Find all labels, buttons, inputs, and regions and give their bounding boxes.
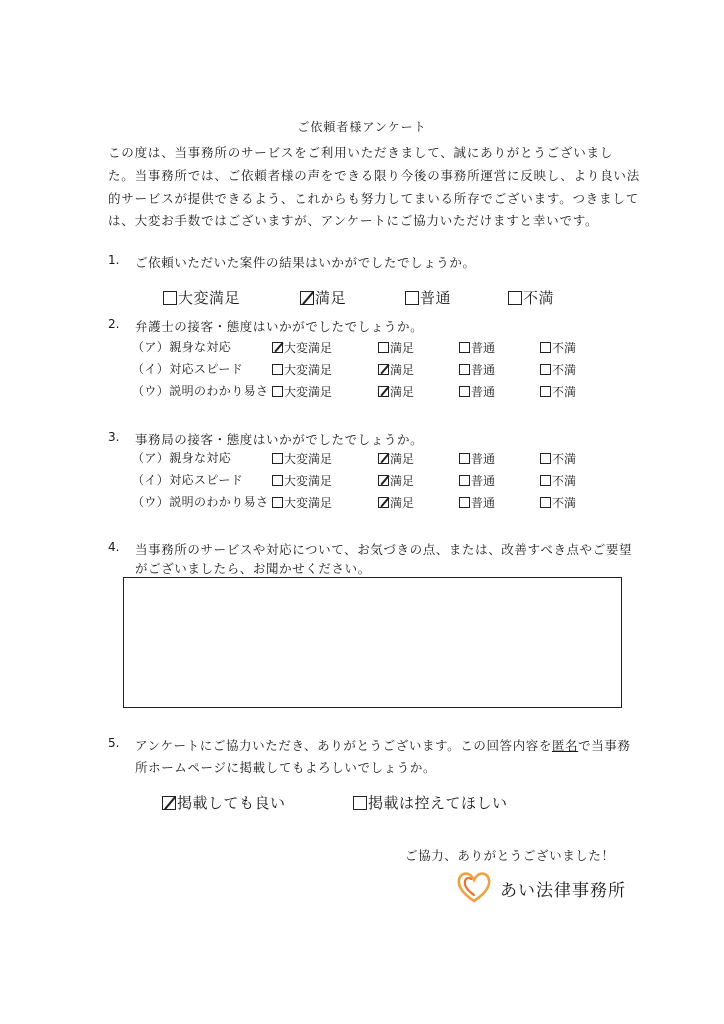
q2-checkbox[interactable]: [378, 386, 389, 397]
q2-option-label: 満足: [390, 363, 415, 377]
q2-option-label: 大変満足: [284, 341, 333, 355]
q3-option-label: 満足: [390, 452, 415, 466]
q5-text-b: で当事務: [578, 738, 631, 753]
q3-checkbox[interactable]: [540, 453, 551, 464]
q3-row-2-option-3[interactable]: [459, 472, 495, 489]
q1-checkbox-4[interactable]: [508, 291, 522, 305]
q2-row-label: （ア）親身な対応: [132, 340, 232, 354]
q3-row-2-option-4[interactable]: [540, 472, 576, 489]
q1-option-4[interactable]: [508, 287, 554, 308]
q3-option-label: 満足: [390, 496, 415, 510]
q1-checkbox-3[interactable]: [405, 291, 419, 305]
q2-checkbox[interactable]: [378, 364, 389, 375]
q2-checkbox[interactable]: [540, 364, 551, 375]
q3-row-2-option-1[interactable]: [272, 472, 332, 489]
q1-option-label: 不満: [523, 289, 555, 307]
q3-option-label: 大変満足: [284, 496, 333, 510]
q3-question: 事務局の接客・態度はいかがでしたでしょうか。: [135, 432, 424, 447]
survey-title: ご依頼者様アンケート: [297, 120, 427, 134]
q3-option-label: 不満: [552, 496, 577, 510]
q1-option-label: 普通: [420, 289, 452, 307]
q2-checkbox[interactable]: [540, 386, 551, 397]
q2-row-label: （イ）対応スピード: [132, 362, 244, 376]
q2-option-label: 大変満足: [284, 385, 333, 399]
q2-checkbox[interactable]: [459, 342, 470, 353]
q3-row-1-option-1[interactable]: [272, 450, 332, 467]
intro-line-2: た。当事務所では、ご依頼者様の声をできる限り今後の事務所運営に反映し、より良い法: [108, 168, 641, 183]
q2-checkbox[interactable]: [459, 386, 470, 397]
q2-option-label: 普通: [471, 363, 496, 377]
q1-question: ご依頼いただいた案件の結果はいかがでしたでしょうか。: [135, 255, 476, 270]
q2-option-label: 普通: [471, 341, 496, 355]
q4-question-line-1: 当事務所のサービスや対応について、お気づきの点、または、改善すべき点やご要望: [135, 542, 633, 557]
q5-checkbox-2[interactable]: [353, 796, 367, 810]
q3-row-2-option-2[interactable]: [378, 472, 414, 489]
q3-checkbox[interactable]: [272, 497, 283, 508]
q3-checkbox[interactable]: [272, 453, 283, 464]
q3-option-label: 普通: [471, 496, 496, 510]
q2-row-3-option-2[interactable]: [378, 383, 414, 400]
q1-checkbox-2[interactable]: [300, 291, 314, 305]
q3-option-label: 普通: [471, 452, 496, 466]
q3-checkbox[interactable]: [459, 475, 470, 486]
q5-option-label: 掲載は控えてほしい: [368, 794, 508, 812]
q5-number: 5.: [108, 736, 120, 750]
q2-option-label: 普通: [471, 385, 496, 399]
q2-option-label: 不満: [552, 385, 577, 399]
q2-option-label: 満足: [390, 385, 415, 399]
q2-option-label: 大変満足: [284, 363, 333, 377]
q1-option-label: 満足: [315, 289, 347, 307]
q2-checkbox[interactable]: [378, 342, 389, 353]
q3-row-1-option-2[interactable]: [378, 450, 414, 467]
q1-option-label: 大変満足: [178, 289, 241, 307]
q3-row-label: （イ）対応スピード: [132, 473, 244, 487]
heart-logo-icon: [456, 870, 492, 904]
q3-row-label: （ア）親身な対応: [132, 451, 232, 465]
q4-number: 4.: [108, 540, 120, 554]
q2-row-1-option-2[interactable]: [378, 339, 414, 356]
q1-option-3[interactable]: [405, 287, 451, 308]
firm-name: あい法律事務所: [500, 881, 626, 901]
q2-row-1-option-1[interactable]: [272, 339, 332, 356]
q2-row-3-option-4[interactable]: [540, 383, 576, 400]
q2-number: 2.: [108, 317, 120, 331]
q3-checkbox[interactable]: [272, 475, 283, 486]
q2-row-3-option-3[interactable]: [459, 383, 495, 400]
q2-row-3-option-1[interactable]: [272, 383, 332, 400]
q2-option-label: 不満: [552, 341, 577, 355]
q3-checkbox[interactable]: [459, 497, 470, 508]
q1-option-1[interactable]: [163, 287, 240, 308]
q1-checkbox-1[interactable]: [163, 291, 177, 305]
intro-line-4: は、大変お手数ではございますが、アンケートにご協力いただけますと幸いです。: [108, 213, 599, 228]
q3-row-3-option-1[interactable]: [272, 494, 332, 511]
q3-checkbox[interactable]: [378, 475, 389, 486]
q5-option-1[interactable]: [162, 792, 286, 813]
comment-textarea[interactable]: [123, 577, 622, 708]
q5-option-label: 掲載しても良い: [177, 794, 286, 812]
q2-question: 弁護士の接客・態度はいかがでしたでしょうか。: [135, 319, 424, 334]
q4-question-line-2: がございましたら、お聞かせください。: [135, 561, 371, 576]
q1-number: 1.: [108, 253, 120, 267]
q2-checkbox[interactable]: [272, 364, 283, 375]
q5-text-a: アンケートにご協力いただき、ありがとうございます。この回答内容を: [135, 738, 552, 753]
q5-text-anonymous: 匿名: [551, 738, 579, 753]
q2-row-2-option-2[interactable]: [378, 361, 414, 378]
intro-line-3: 的サービスが提供できるよう、これからも努力してまいる所存でございます。つきまして: [108, 191, 640, 206]
q3-option-label: 大変満足: [284, 474, 333, 488]
q2-row-1-option-3[interactable]: [459, 339, 495, 356]
q5-question-line-1: [135, 736, 631, 754]
q2-checkbox[interactable]: [272, 386, 283, 397]
q5-checkbox-1[interactable]: [162, 796, 176, 810]
q3-checkbox[interactable]: [540, 475, 551, 486]
q2-row-label: （ウ）説明のわかり易さ: [132, 384, 269, 398]
q3-option-label: 満足: [390, 474, 415, 488]
q2-checkbox[interactable]: [459, 364, 470, 375]
q3-row-1-option-3[interactable]: [459, 450, 495, 467]
q3-row-3-option-4[interactable]: [540, 494, 576, 511]
q3-option-label: 不満: [552, 452, 577, 466]
q2-checkbox[interactable]: [272, 342, 283, 353]
q3-checkbox[interactable]: [540, 497, 551, 508]
q3-row-3-option-3[interactable]: [459, 494, 495, 511]
q1-option-2[interactable]: [300, 287, 346, 308]
q3-row-label: （ウ）説明のわかり易さ: [132, 495, 269, 509]
q2-option-label: 不満: [552, 363, 577, 377]
q3-checkbox[interactable]: [378, 497, 389, 508]
closing-message: ご協力、ありがとうございました！: [405, 848, 615, 863]
q3-option-label: 不満: [552, 474, 577, 488]
q2-checkbox[interactable]: [540, 342, 551, 353]
q3-option-label: 普通: [471, 474, 496, 488]
q2-option-label: 満足: [390, 341, 415, 355]
q3-checkbox[interactable]: [459, 453, 470, 464]
q2-row-2-option-1[interactable]: [272, 361, 332, 378]
intro-line-1: この度は、当事務所のサービスをご利用いただきまして、誠にありがとうございまし: [108, 145, 614, 160]
q2-row-1-option-4[interactable]: [540, 339, 576, 356]
q3-option-label: 大変満足: [284, 452, 333, 466]
q3-row-1-option-4[interactable]: [540, 450, 576, 467]
q5-option-2[interactable]: [353, 792, 508, 813]
q2-row-2-option-3[interactable]: [459, 361, 495, 378]
q3-number: 3.: [108, 430, 120, 444]
q3-row-3-option-2[interactable]: [378, 494, 414, 511]
q5-question-line-2: 所ホームページに掲載してもよろしいでしょうか。: [135, 760, 437, 775]
q3-checkbox[interactable]: [378, 453, 389, 464]
q2-row-2-option-4[interactable]: [540, 361, 576, 378]
